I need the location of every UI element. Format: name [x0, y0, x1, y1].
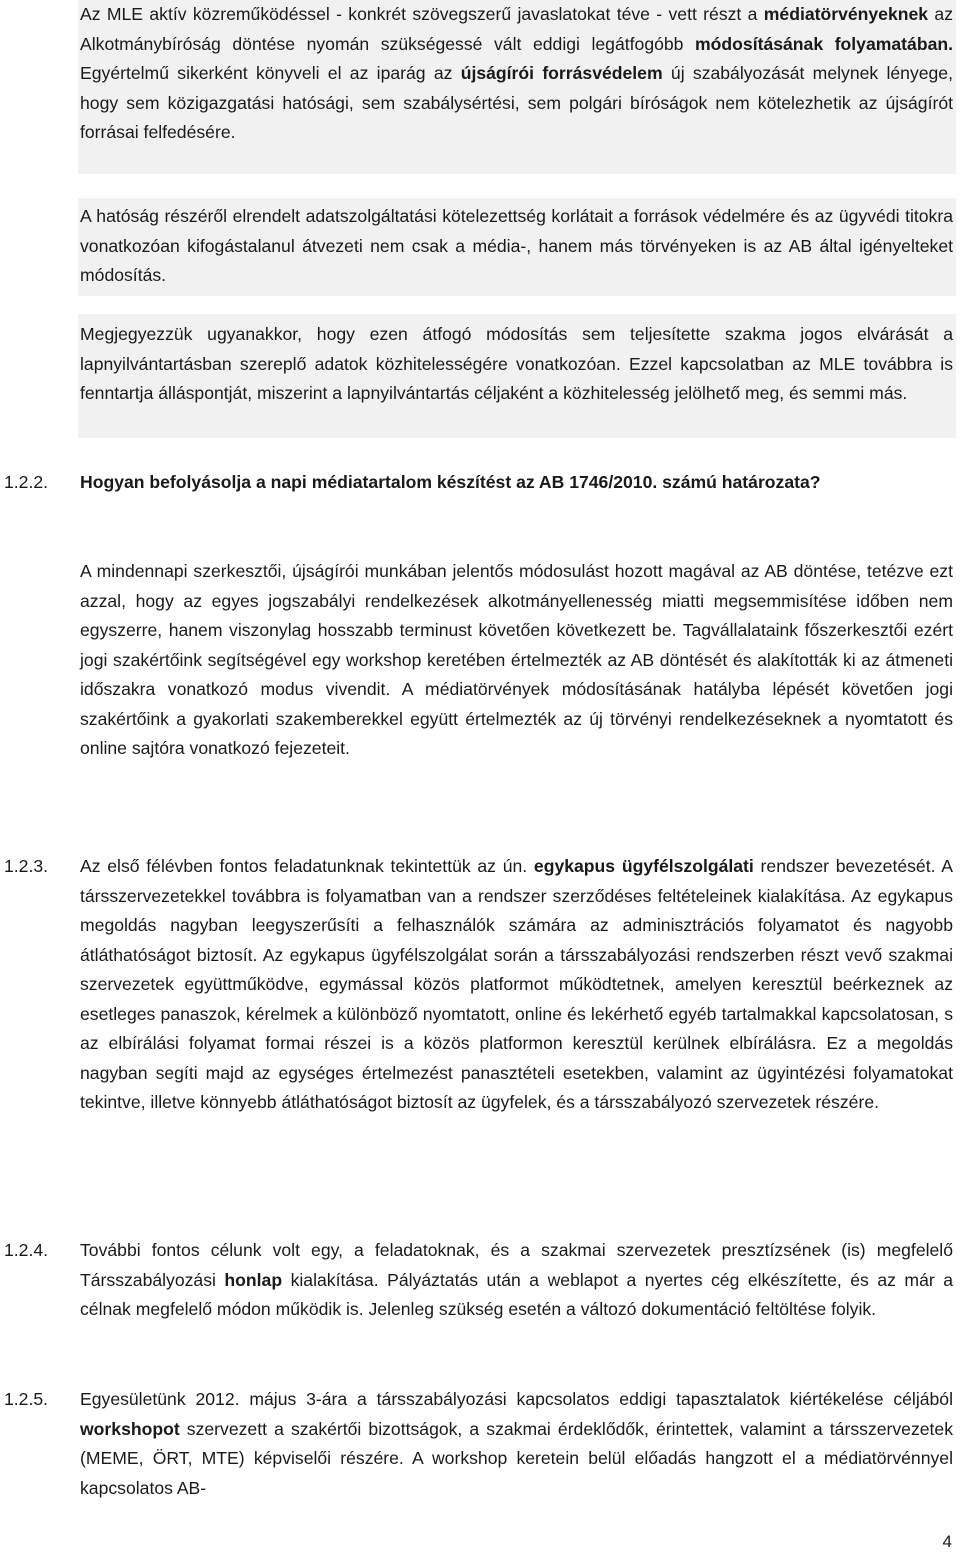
section-body: Egyesületünk 2012. május 3-ára a társszabályozási kapcsolatos eddigi tapasztalatok kiértékelése céljából workshopot szervezett a szakértői bizottságok, a szakmai érdeklődők, érintettek, valamint a társszervezetek (MEME, ÖRT, MTE) képviselői részére. A workshop keretein belül előadás hangzott el a médiatörvénnyel kapcsolatos AB-: [80, 1389, 953, 1498]
section-body: További fontos célunk volt egy, a feladatoknak, és a szakmai szervezetek presztízsének (is) megfelelő Társszabályozási honlap kialakítása. Pályáztatás után a weblapot a nyertes cég elkészítette, és az már a célnak megfelelő módon működik is. Jelenleg szükség esetén a változó dokumentáció feltöltése folyik.: [80, 1240, 953, 1319]
page-number: 4: [942, 1532, 952, 1551]
section-body: A mindennapi szerkesztői, újságírói munkában jelentős módosulást hozott magával az AB döntése, tetézve ezt azzal, hogy az egyes jogszabályi rendelkezések alkotmányellenesség miatti megsemmisítése időben nem egyszerre, hanem viszonylag hosszabb terminust követően következett be. Tagvállalataink főszerkesztői ezért jogi szakértőink segítségével egy workshop keretében értelmezték az AB döntését és alakították ki az átmeneti időszakra vonatkozó modus vivendit. A médiatörvények módosításának hatályba lépését követően jogi szakértőink a gyakorlati szakemberekkel együtt értelmezték az új törvényi rendelkezéseknek a nyomtatott és online sajtóra vonatkozó fejezeteit.: [80, 561, 953, 758]
section-number: 1.2.3.: [4, 856, 49, 876]
section-number: 1.2.4.: [4, 1240, 49, 1260]
paragraph-mle-amendment: Az MLE aktív közreműködéssel - konkrét szövegszerű javaslatokat téve - vett részt a médiatörvényeknek az Alkotmánybíróság döntése nyomán szükségessé vált eddigi legátfogóbb módosításának folyamatában. Egyértelmű sikerként könyveli el az iparág az újságírói forrásvédelem új szabályozását melynek lényege, hogy sem közigazgatási hatósági, sem szabálysértési, sem polgári bíróságok nem kötelezhetik az újságírót forrásai felfedésére.: [80, 4, 953, 142]
section-body: Az első félévben fontos feladatunknak tekintettük az ún. egykapus ügyfélszolgálati rendszer bevezetését. A társszervezetekkel továbbra is folyamatban van a rendszer szerződéses feltételeinek kialakítása. Az egykapus megoldás nagyban leegyszerűsíti a felhasználók számára az adminisztrációs folyamatot és nagyobb átláthatóságot biztosít. Az egykapus ügyfélszolgálat során a társszabályozási rendszerben részt vevő szakmai szervezetek együttműködve, egymással közös platformot működtetnek, amelyen keresztül beérkeznek az esetleges panaszok, kérelmek a különböző nyomtatott, online és lekérhető egyéb tartalmakkal kapcsolatosan, s az elbírálási folyamat formai részei is a közös platformon keresztül kerülnek elbírálásra. Ez a megoldás nagyban segíti majd az egységes értelmezést panasztételi esetekben, valamint az ügyintézési folyamatokat tekintve, illetve könnyebb átláthatóságot biztosít az ügyfelek, és a társszabályozó szervezetek részére.: [80, 856, 953, 1112]
section-number: 1.2.5.: [4, 1389, 49, 1409]
paragraph-data-obligation: A hatóság részéről elrendelt adatszolgáltatási kötelezettség korlátait a források védelmére és az ügyvédi titokra vonatkozóan kifogástalanul átvezeti nem csak a média-, hanem más törvényeken is az AB által igényelteket módosítás.: [80, 206, 953, 285]
section-heading: Hogyan befolyásolja a napi médiatartalom készítést az AB 1746/2010. számú határozata?: [80, 472, 821, 492]
section-number: 1.2.2.: [4, 472, 49, 492]
paragraph-registry-note: Megjegyezzük ugyanakkor, hogy ezen átfogó módosítás sem teljesítette szakma jogos elvárását a lapnyilvántartásban szereplő adatok közhitelességére vonatkozóan. Ezzel kapcsolatban az MLE továbbra is fenntartja álláspontját, miszerint a lapnyilvántartás céljaként a közhitelesség jelölhető meg, és semmi más.: [80, 324, 953, 403]
